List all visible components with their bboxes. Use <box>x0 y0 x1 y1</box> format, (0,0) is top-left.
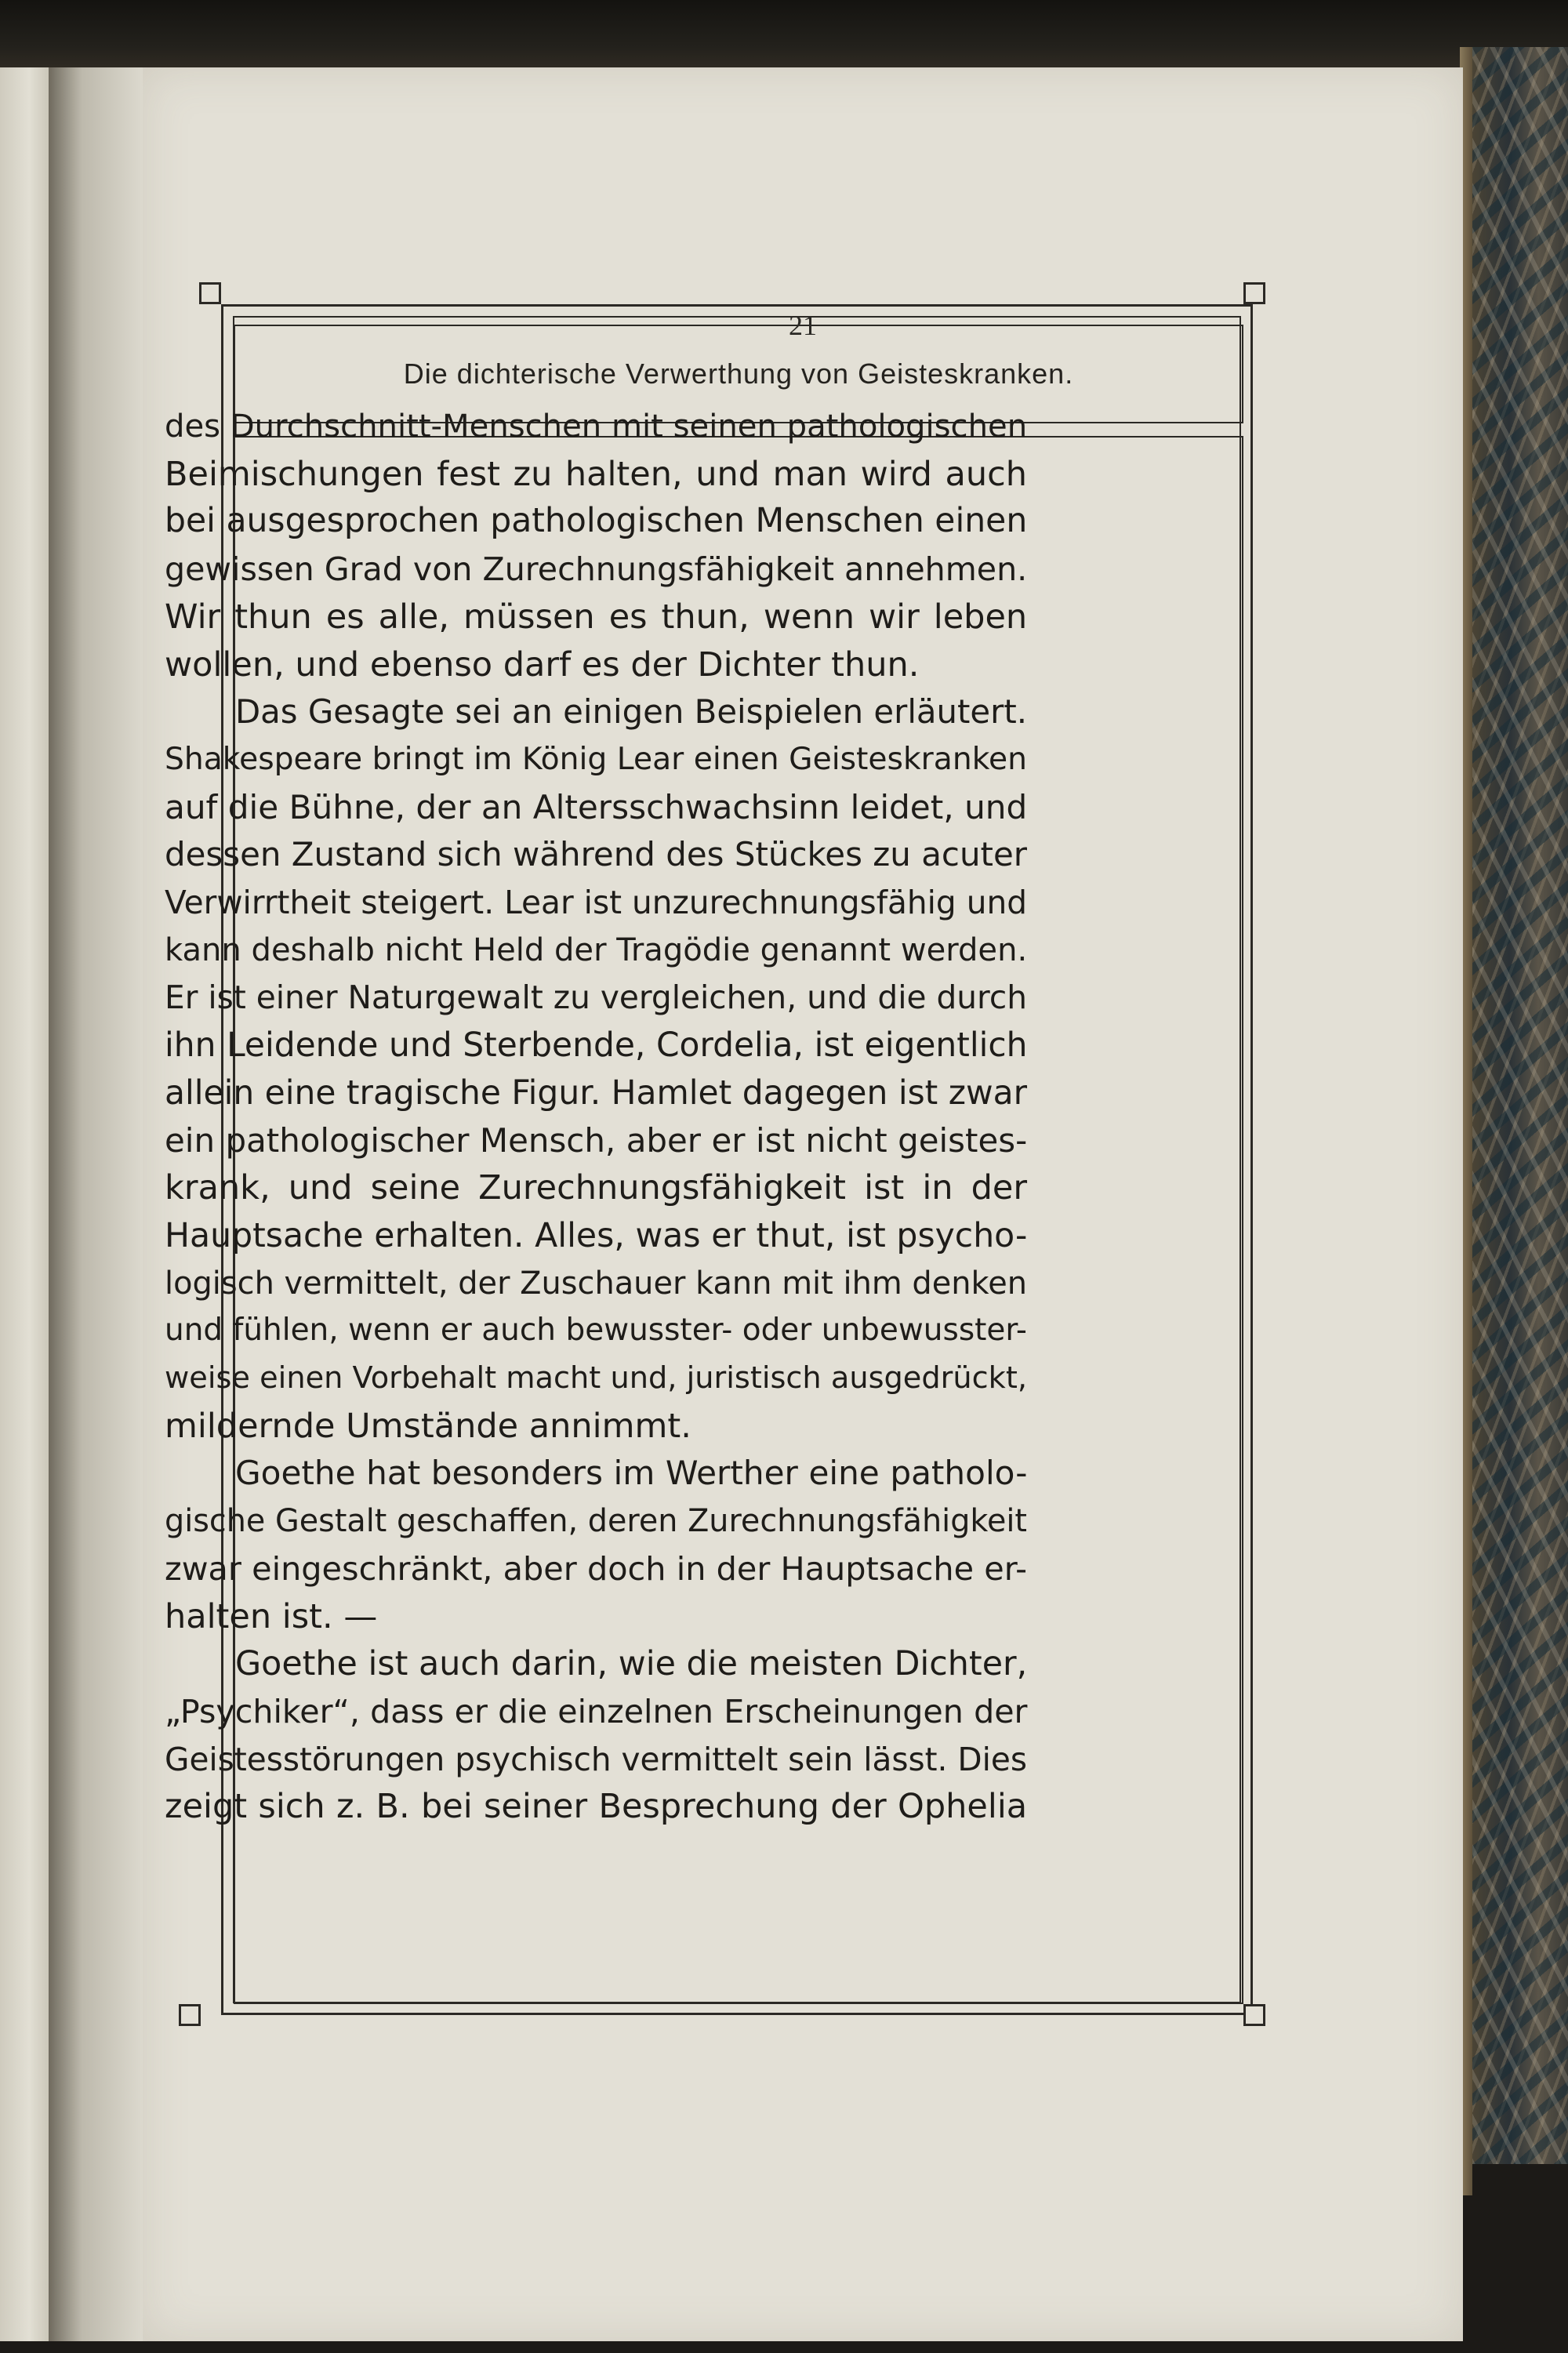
text-line: halten ist. — <box>165 1596 378 1636</box>
text-line: Wir thun es alle, müssen es thun, wenn wir leben <box>165 597 1028 637</box>
body-text <box>165 403 1027 1831</box>
frame-corner-top-left <box>199 282 221 304</box>
paragraph <box>165 688 1027 1450</box>
text-line: des Durchschnitt-Menschen mit seinen pathologischen <box>165 409 1028 445</box>
text-line: bei ausgesprochen pathologischen Menschen einen <box>165 502 1028 541</box>
text-line: gische Gestalt geschaffen, deren Zurechnungsfähigkeit <box>165 1503 1027 1540</box>
running-header: Die dichterische Verwerthung von Geisteskranken. <box>403 358 1074 390</box>
text-line: ihn Leidende und Sterbende, Cordelia, ist eigentlich <box>165 1026 1028 1065</box>
text-line: „Psychiker“, dass er die einzelnen Erscheinungen der <box>165 1692 1028 1730</box>
text-line: Das Gesagte sei an einigen Beispielen erläutert. <box>235 692 1027 732</box>
page-gutter-shadow <box>49 67 143 2341</box>
text-line: zeigt sich z. B. bei seiner Besprechung der Ophelia <box>165 1787 1028 1827</box>
text-line: Goethe ist auch darin, wie die meisten Dichter, <box>235 1644 1028 1684</box>
text-line: Geistesstörungen psychisch vermittelt sein lässt. Dies <box>165 1740 1027 1778</box>
text-line: logisch vermittelt, der Zuschauer kann mit ihm denken <box>165 1265 1027 1302</box>
marbled-cover-board <box>1470 47 1568 2164</box>
paragraph <box>165 403 1027 688</box>
text-line: kann deshalb nicht Held der Tragödie genannt werden. <box>165 931 1028 968</box>
paragraph <box>165 1450 1027 1640</box>
text-line: krank, und seine Zurechnungsfähigkeit ist in der <box>165 1168 1027 1208</box>
text-line: und fühlen, wenn er auch bewusster- oder unbewusster- <box>165 1313 1027 1349</box>
text-line: wollen, und ebenso darf es der Dichter thun. <box>165 645 920 684</box>
text-line: Beimischungen fest zu halten, und man wird auch <box>165 454 1027 494</box>
text-line: allein eine tragische Figur. Hamlet dagegen ist zwar <box>165 1073 1028 1112</box>
frame-corner-bottom-right <box>1243 2004 1265 2026</box>
text-line: Er ist einer Naturgewalt zu vergleichen, und die durch <box>165 979 1027 1017</box>
text-line: Goethe hat besonders im Werther eine patholo- <box>235 1454 1028 1493</box>
text-line: Shakespeare bringt im König Lear einen Geisteskranken <box>165 741 1027 777</box>
text-line: ein pathologischer Mensch, aber er ist nicht geistes- <box>165 1120 1028 1160</box>
text-line: mildernde Umstände annimmt. <box>165 1406 691 1446</box>
text-line: Hauptsache erhalten. Alles, was er thut, ist psycho- <box>165 1215 1028 1255</box>
text-line: zwar eingeschränkt, aber doch in der Hauptsache er- <box>165 1549 1027 1588</box>
text-line: weise einen Vorbehalt macht und, juristisch ausgedrückt, <box>165 1360 1027 1396</box>
text-line: auf die Bühne, der an Altersschwachsinn leidet, und <box>165 787 1028 826</box>
facing-page-edge <box>0 67 49 2341</box>
text-line: dessen Zustand sich während des Stückes zu acuter <box>165 835 1027 874</box>
text-line: Verwirrtheit steigert. Lear ist unzurechnungsfähig und <box>165 884 1027 922</box>
text-line: gewissen Grad von Zurechnungsfähigkeit annehmen. <box>165 550 1028 589</box>
frame-corner-bottom-left <box>179 2004 201 2026</box>
frame-corner-top-right <box>1243 282 1265 304</box>
page-number: 21 <box>789 310 817 341</box>
paragraph <box>165 1640 1027 1831</box>
